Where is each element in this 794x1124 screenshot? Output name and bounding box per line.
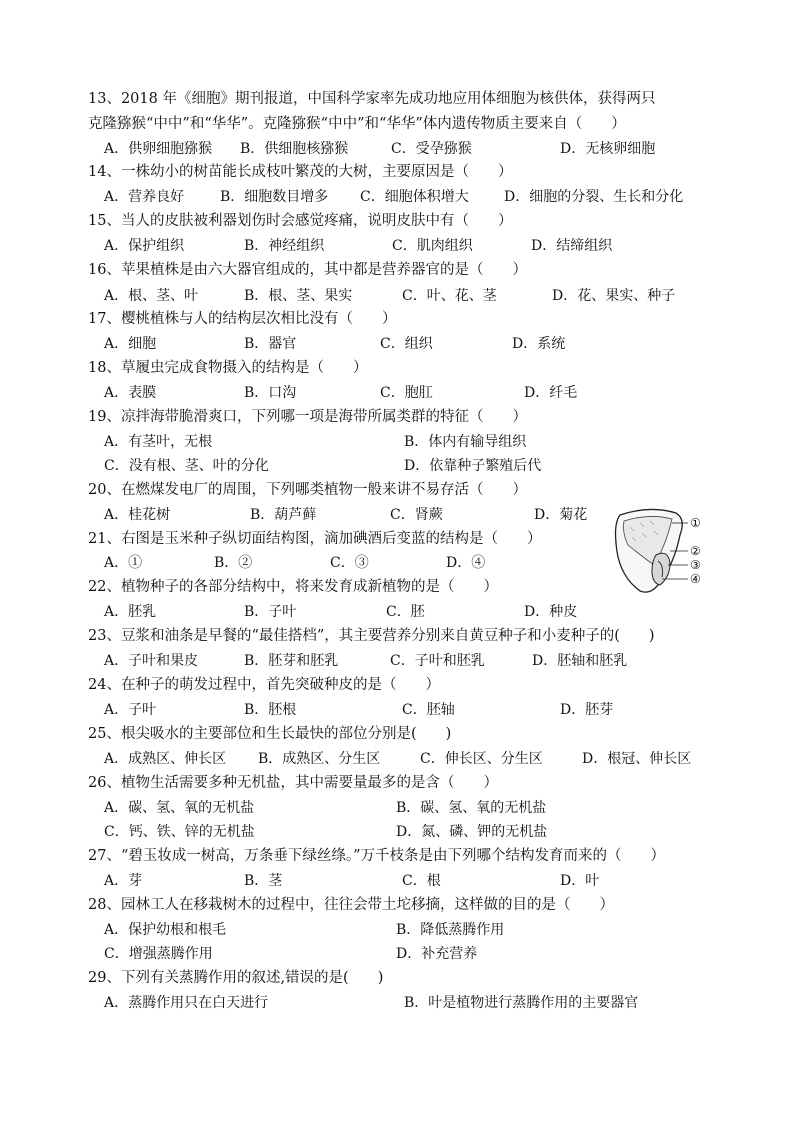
option-a: A．桂花树 — [104, 507, 171, 523]
option-d: D．菊花 — [534, 507, 588, 523]
option-a: A．有茎叶，无根 — [104, 434, 213, 450]
option-d: D．④ — [446, 555, 486, 571]
option-b: B．器官 — [244, 336, 297, 352]
option-c: C．肾蕨 — [390, 507, 443, 523]
question-25: 25、根尖吸水的主要部位和生长最快的部位分别是( ) — [88, 726, 452, 742]
question-13-line-2: 克隆猕猴“中中”和“华华”。克隆猕猴“中中”和“华华”体内遗传物质主要来自（ ） — [88, 116, 626, 132]
option-c: C．叶、花、茎 — [402, 288, 497, 304]
option-b: B．细胞数目增多 — [220, 189, 329, 205]
option-c: C．没有根、茎、叶的分化 — [104, 458, 269, 474]
option-b: B．② — [214, 555, 253, 571]
option-a: A．① — [104, 555, 143, 571]
option-c: C．胚 — [386, 604, 425, 620]
label-1: ① — [690, 516, 701, 530]
option-c: C．增强蒸腾作用 — [104, 946, 213, 962]
option-c: C．受孕猕猴 — [391, 141, 472, 157]
option-a: A．细胞 — [104, 336, 157, 352]
option-d: D．无核卵细胞 — [560, 141, 656, 157]
option-a: A．子叶和果皮 — [104, 653, 199, 669]
option-b: B．葫芦藓 — [250, 507, 317, 523]
corn-seed-illustration — [610, 505, 706, 597]
question-17: 17、樱桃植株与人的结构层次相比没有（ ） — [88, 311, 397, 327]
option-d: D．补充营养 — [396, 946, 478, 962]
option-d: D．胚芽 — [560, 702, 614, 718]
question-23: 23、豆浆和油条是早餐的“最佳搭档”，其主要营养分别来自黄豆种子和小麦种子的( ) — [88, 628, 655, 644]
option-a: A．供卵细胞猕猴 — [104, 141, 213, 157]
option-a: A．蒸腾作用只在白天进行 — [104, 995, 269, 1011]
option-c: C．钙、铁、锌的无机盐 — [104, 824, 255, 840]
option-a: A．表膜 — [104, 385, 157, 401]
option-c: C．胚轴 — [402, 702, 455, 718]
option-b: B．叶是植物进行蒸腾作用的主要器官 — [404, 995, 639, 1011]
option-a: A．保护组织 — [104, 238, 185, 254]
option-a: A．根、茎、叶 — [104, 288, 199, 304]
option-d: D．根冠、伸长区 — [582, 751, 692, 767]
option-d: D．依靠种子繁殖后代 — [404, 458, 542, 474]
label-4: ④ — [690, 572, 701, 586]
question-29: 29、下列有关蒸腾作用的叙述,错误的是( ) — [88, 970, 384, 986]
option-c: C．根 — [402, 873, 441, 889]
question-16: 16、苹果植株是由六大器官组成的，其中都是营养器官的是（ ） — [88, 262, 527, 278]
option-d: D．胚轴和胚乳 — [532, 653, 628, 669]
option-a: A．子叶 — [104, 702, 157, 718]
option-c: C．子叶和胚乳 — [390, 653, 485, 669]
option-b: B．子叶 — [244, 604, 297, 620]
option-a: A．保护幼根和根毛 — [104, 922, 227, 938]
option-c: C．肌肉组织 — [392, 238, 473, 254]
label-2: ② — [690, 544, 701, 558]
option-d: D．叶 — [560, 873, 600, 889]
option-b: B．成熟区、分生区 — [258, 751, 381, 767]
question-19: 19、凉拌海带脆滑爽口，下列哪一项是海带所属类群的特征（ ） — [88, 409, 527, 425]
question-21: 21、右图是玉米种子纵切面结构图，滴加碘酒后变蓝的结构是（ ） — [88, 531, 542, 547]
option-b: B．茎 — [244, 873, 283, 889]
option-c: C．组织 — [380, 336, 433, 352]
option-a: A．成熟区、伸长区 — [104, 751, 227, 767]
question-18: 18、草履虫完成食物摄入的结构是（ ） — [88, 360, 368, 376]
option-b: B．根、茎、果实 — [244, 288, 353, 304]
question-13-line-1: 13、2018 年《细胞》期刊报道，中国科学家率先成功地应用体细胞为核供体，获得两只 — [88, 91, 656, 107]
option-b: B．降低蒸腾作用 — [396, 922, 505, 938]
option-d: D．系统 — [512, 336, 566, 352]
option-b: B．口沟 — [244, 385, 297, 401]
option-b: B．体内有输导组织 — [404, 434, 527, 450]
option-a: A．芽 — [104, 873, 143, 889]
question-14: 14、一株幼小的树苗能长成枝叶繁茂的大树，主要原因是（ ） — [88, 164, 513, 180]
option-d: D．结缔组织 — [531, 238, 613, 254]
option-d: D．氮、磷、钾的无机盐 — [396, 824, 548, 840]
option-d: D．花、果实、种子 — [552, 288, 676, 304]
question-15: 15、当人的皮肤被利器划伤时会感觉疼痛，说明皮肤中有（ ） — [88, 213, 513, 229]
question-27: 27、“碧玉妆成一树高，万条垂下绿丝绦。”万千枝条是由下列哪个结构发育而来的（ ） — [88, 848, 666, 864]
option-b: B．神经组织 — [244, 238, 325, 254]
option-a: A．胚乳 — [104, 604, 157, 620]
question-26: 26、植物生活需要多种无机盐，其中需要量最多的是含（ ） — [88, 775, 498, 791]
option-a: A．营养良好 — [104, 189, 185, 205]
question-24: 24、在种子的萌发过程中，首先突破种皮的是（ ） — [88, 677, 440, 693]
option-d: D．纤毛 — [524, 385, 578, 401]
option-c: C．伸长区、分生区 — [420, 751, 543, 767]
question-28: 28、园林工人在移栽树木的过程中，往往会带土坨移摘，这样做的目的是（ ） — [88, 897, 614, 913]
question-22: 22、植物种子的各部分结构中，将来发育成新植物的是（ ） — [88, 579, 498, 595]
option-d: D．细胞的分裂、生长和分化 — [504, 189, 684, 205]
corn-seed-diagram — [610, 505, 706, 597]
option-b: B．胚根 — [244, 702, 297, 718]
option-d: D．种皮 — [524, 604, 578, 620]
option-c: C．细胞体积增大 — [360, 189, 469, 205]
option-b: B．胚芽和胚乳 — [244, 653, 339, 669]
option-a: A．碳、氢、氧的无机盐 — [104, 800, 255, 816]
label-3: ③ — [690, 558, 701, 572]
question-20: 20、在燃煤发电厂的周围，下列哪类植物一般来讲不易存活（ ） — [88, 482, 527, 498]
option-b: B．供细胞核猕猴 — [240, 141, 349, 157]
option-b: B．碳、氢、氧的无机盐 — [396, 800, 547, 816]
option-c: C．胞肛 — [380, 385, 433, 401]
option-c: C．③ — [330, 555, 369, 571]
